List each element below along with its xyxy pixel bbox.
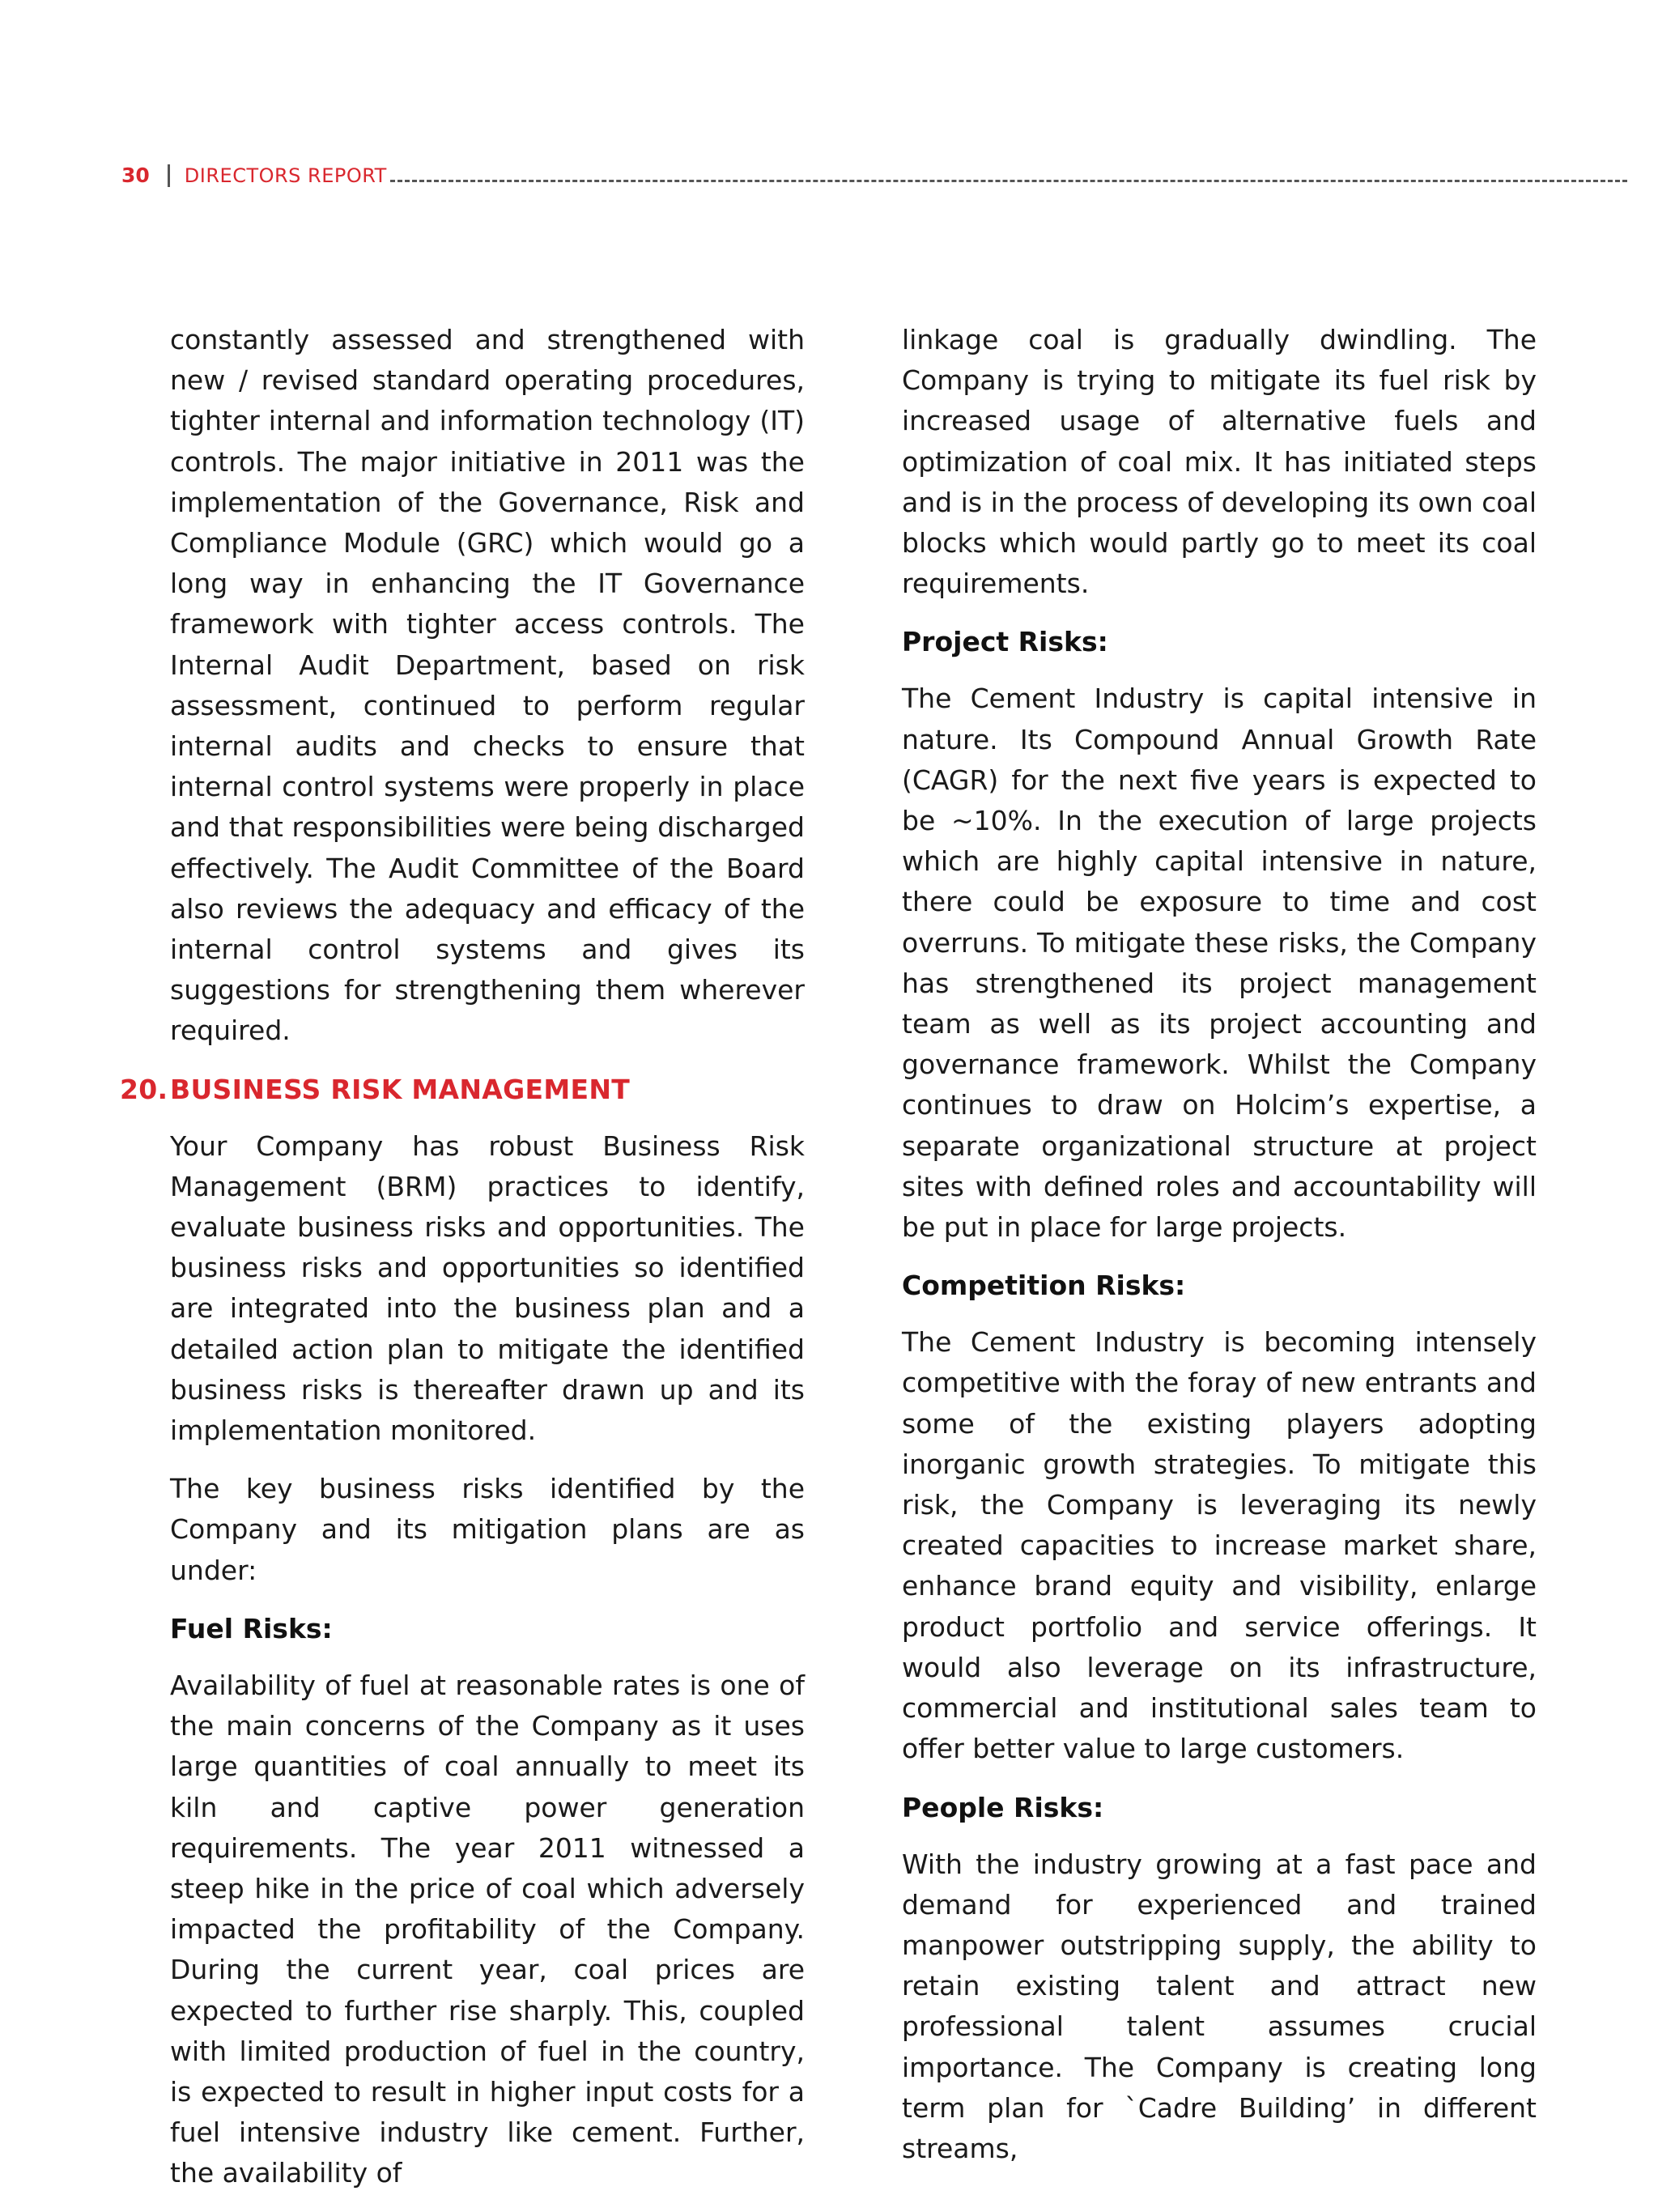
internal-control-paragraph: constantly assessed and strengthened with new / revised standard operating procedures, tighter internal and information technology (IT) controls. The major initiative in 2011 was the implementation of the Governance, Risk and Compliance Module (GRC) which would go a long way in enhancing the IT Governance framework with tighter access controls. The Internal Audit Department, based on risk assessment, continued to perform regular internal audits and checks to ensure that internal control systems were properly in place and that responsibilities were being discharged effectively. The Audit Committee of the Board also reviews the adequacy and efficacy of the internal control systems and gives its suggestions for strengthening them wherever required. xyxy=(170,324,805,1047)
project-risks-heading: Project Risks: xyxy=(902,626,1108,658)
project-risks-paragraph: The Cement Industry is capital intensive in nature. Its Compound Annual Growth Rate (CAGR) for the next five years is expected to be ~10%. In the execution of large projects which are highly capital intensive in nature, there could be exposure to time and cost overruns. To mitigate these risks, the Company has strengthened its project management team as well as its project accounting and governance framework. Whilst the Company continues to draw on Holcim’s expertise, a separate organizational structure at project sites with defined roles and accountability will be put in place for large projects. xyxy=(902,683,1537,1244)
left-column xyxy=(120,320,805,2212)
fuel-risks-continued: linkage coal is gradually dwindling. The Company is trying to mitigate its fuel risk by increased usage of alternative fuels and optimization of coal mix. It has initiated steps and is in the process of developing its own coal blocks which would partly go to meet its coal requirements. xyxy=(902,324,1537,600)
section-heading-business-risk xyxy=(120,1070,805,1110)
competition-risks-paragraph: The Cement Industry is becoming intensely competitive with the foray of new entrants and some of the existing players adopting inorganic growth strategies. To mitigate this risk, the Company is leveraging its newly created capacities to increase market share, enhance brand equity and visibility, enlarge product portfolio and service offerings. It would also leverage on its infrastructure, commercial and institutional sales team to offer better value to large customers. xyxy=(902,1326,1537,1765)
header-section-title: DIRECTORS REPORT xyxy=(184,164,387,187)
fuel-risks-paragraph: Availability of fuel at reasonable rates is one of the main concerns of the Company as it uses large quantities of coal annually to meet its kiln and captive power generation requirements. The year 2011 witnessed a steep hike in the price of coal which adversely impacted the profitability of the Company. During the current year, coal prices are expected to further rise sharply. This, coupled with limited production of fuel in the country, is expected to result in higher input costs for a fuel intensive industry like cement. Further, the availability of xyxy=(170,1669,805,2189)
header-dashed-rule xyxy=(390,180,1627,182)
fuel-risks-heading: Fuel Risks: xyxy=(170,1612,333,1644)
page-number: 30 xyxy=(121,164,150,187)
section-number: 20. xyxy=(120,1073,168,1105)
brm-paragraph-1: Your Company has robust Business Risk Management (BRM) practices to identify, evaluate business risks and opportunities. The business risks and opportunities so identified are integrated into the business plan and a detailed action plan to mitigate the identified business risks is thereafter drawn up and its implementation monitored. xyxy=(170,1129,805,1447)
people-risks-heading: People Risks: xyxy=(902,1791,1104,1823)
header-separator xyxy=(168,164,170,187)
people-risks-paragraph: With the industry growing at a fast pace and demand for experienced and trained manpower outstripping supply, the ability to retain existing talent and attract new professional talent assumes crucial importance. The Company is creating long term plan for `Cadre Building’ in different streams, xyxy=(902,1848,1537,2164)
page-header xyxy=(121,155,1627,187)
right-column xyxy=(902,320,1537,2187)
brm-paragraph-2: The key business risks identified by the Company and its mitigation plans are as under: xyxy=(170,1473,805,1586)
section-heading-text: BUSINESS RISK MANAGEMENT xyxy=(170,1073,631,1105)
competition-risks-heading: Competition Risks: xyxy=(902,1270,1186,1302)
